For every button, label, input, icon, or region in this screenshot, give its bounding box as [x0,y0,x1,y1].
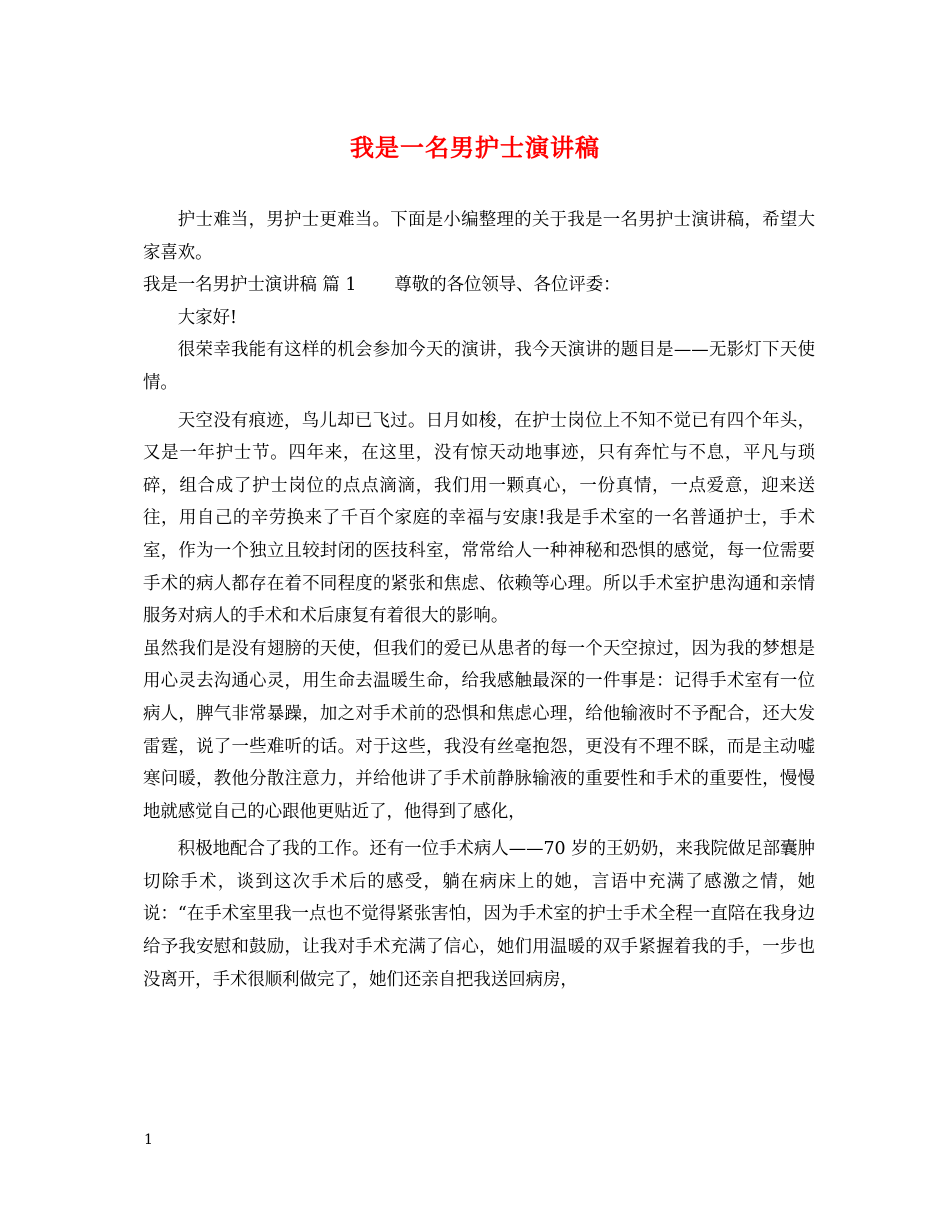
salutation: 尊敬的各位领导、各位评委： [394,275,621,296]
section-heading: 我是一名男护士演讲稿 篇 1 [143,275,357,296]
section-heading-line [143,269,815,302]
intro-paragraph: 护士难当，男护士更难当。下面是小编整理的关于我是一名男护士演讲稿，希望大家喜欢。 [143,210,815,263]
greeting: 大家好! [177,307,237,328]
paragraph: 很荣幸我能有这样的机会参加今天的演讲，我今天演讲的题目是——无影灯下天使情。 [143,340,815,393]
page-number: 1 [144,1132,153,1148]
document-body [143,204,815,996]
paragraph: 虽然我们是没有翅膀的天使，但我们的爱已从患者的每一个天空掠过，因为我的梦想是用心灵去沟通心灵，用生命去温暖生命，给我感触最深的一件事是：记得手术室有一位病人，脾气非常暴躁，加之对手术前的恐惧和焦虑心理，给他输液时不予配合，还大发雷霆，说了一些难听的话。对于这些，我没有丝毫抱怨，更没有不理不睬，而是主动嘘寒问暖，教他分散注意力，并给他讲了手术前静脉输液的重要性和手术的重要性，慢慢地就感觉自己的心跟他更贴近了，他得到了感化， [143,638,815,822]
paragraph: 积极地配合了我的工作。还有一位手术病人——70 岁的王奶奶，来我院做足部囊肿切除手术，谈到这次手术后的感受，躺在病床上的她，言语中充满了感激之情，她说：“在手术室里我一点也不觉得紧张害怕，因为手术室的护士手术全程一直陪在我身边给予我安慰和鼓励，让我对手术充满了信心，她们用温暖的双手紧握着我的手，一步也没离开，手术很顺利做完了，她们还亲自把我送回病房， [143,839,815,990]
document-title: 我是一名男护士演讲稿 [350,133,600,162]
paragraph: 天空没有痕迹，鸟儿却已飞过。日月如梭，在护士岗位上不知不觉已有四个年头，又是一年护士节。四年来，在这里，没有惊天动地事迹，只有奔忙与不息，平凡与琐碎，组合成了护士岗位的点点滴滴，我们用一颗真心，一份真情，一点爱意，迎来送往，用自己的辛劳换来了千百个家庭的幸福与安康!我是手术室的一名普通护士，手术室，作为一个独立且较封闭的医技科室，常常给人一种神秘和恐惧的感觉，每一位需要手术的病人都存在着不同程度的紧张和焦虑、依赖等心理。所以手术室护患沟通和亲情服务对病人的手术和术后康复有着很大的影响。 [143,410,815,627]
